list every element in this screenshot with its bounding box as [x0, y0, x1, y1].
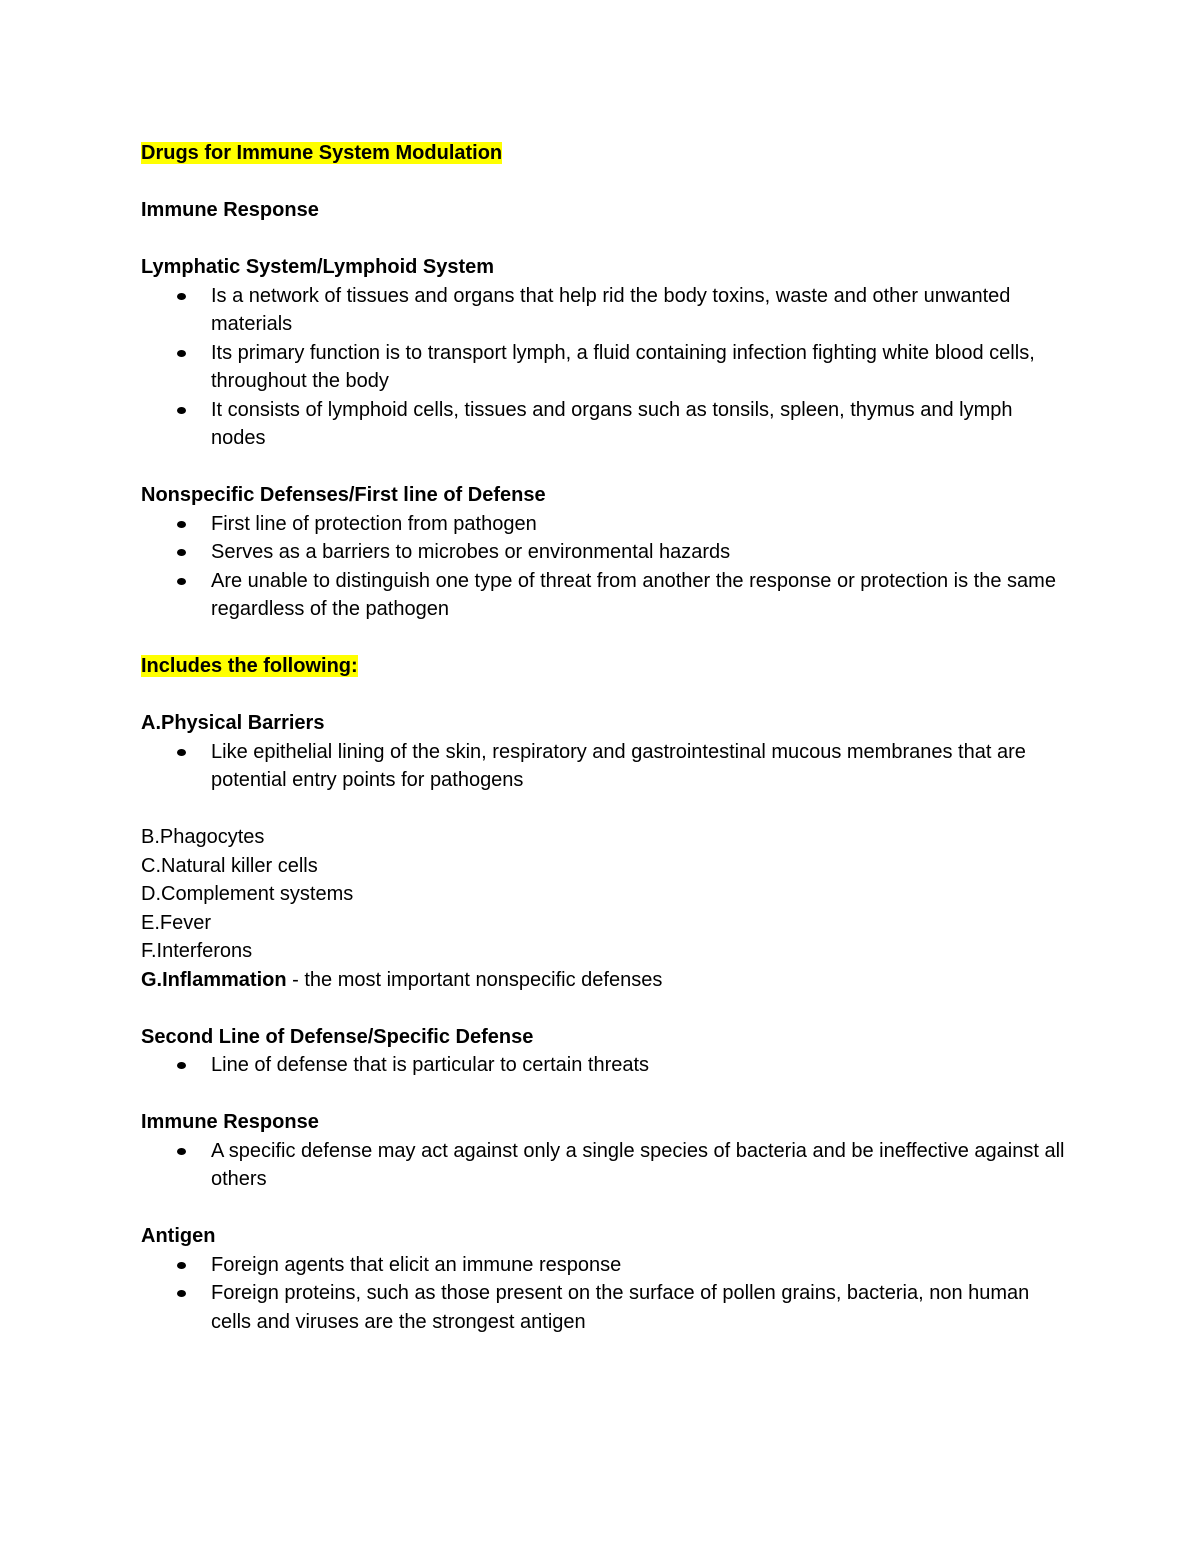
bullet-icon [177, 1262, 186, 1269]
list-item: First line of protection from pathogen [141, 510, 1071, 539]
spacer [141, 1080, 1071, 1109]
bullet-icon [177, 407, 186, 414]
bullet-icon [177, 1148, 186, 1155]
heading-antigen: Antigen [141, 1225, 216, 1247]
spacer [141, 168, 1071, 197]
list-item: Foreign proteins, such as those present on the surface of pollen grains, bacteria, non human cells and viruses are the strongest antigen [141, 1279, 1071, 1336]
includes-highlight: Includes the following: [141, 655, 358, 677]
spacer [141, 994, 1071, 1023]
list-item: Like epithelial lining of the skin, respiratory and gastrointestinal mucous membranes that are potential entry points for pathogens [141, 738, 1071, 795]
bullet-icon [177, 549, 186, 556]
antigen-list [141, 1251, 1071, 1337]
bullet-icon [177, 521, 186, 528]
title-highlight: Drugs for Immune System Modulation [141, 142, 503, 164]
list-item: D.Complement systems [141, 883, 354, 905]
document-title [141, 139, 1071, 168]
list-item: Are unable to distinguish one type of threat from another the response or protection is the same regardless of the pathogen [141, 567, 1071, 624]
list-item: E.Fever [141, 911, 212, 934]
heading-nonspecific-defenses: Nonspecific Defenses/First line of Defense [141, 484, 546, 506]
heading-immune-response-2: Immune Response [141, 1111, 319, 1133]
list-item: It consists of lymphoid cells, tissues and organs such as tonsils, spleen, thymus and lymph nodes [141, 396, 1071, 453]
spacer [141, 795, 1071, 824]
heading-physical-barriers: A.Physical Barriers [141, 712, 325, 734]
inflammation-text: - the most important nonspecific defenses [286, 968, 663, 991]
list-item: A specific defense may act against only a single species of bacteria and be ineffective against all others [141, 1137, 1071, 1194]
list-item: Its primary function is to transport lymph, a fluid containing infection fighting white blood cells, throughout the body [141, 339, 1071, 396]
list-item: B.Phagocytes [141, 826, 265, 848]
list-item: C.Natural killer cells [141, 854, 318, 877]
spacer [141, 453, 1071, 482]
heading-second-line: Second Line of Defense/Specific Defense [141, 1025, 534, 1048]
list-item: Serves as a barriers to microbes or environmental hazards [141, 538, 1071, 567]
document-page [141, 139, 1071, 1336]
heading-lymphatic-system: Lymphatic System/Lymphoid System [141, 256, 495, 278]
physical-barriers-list [141, 738, 1071, 795]
list-item: Line of defense that is particular to certain threats [141, 1051, 1071, 1080]
bullet-icon [177, 293, 186, 300]
list-item: Is a network of tissues and organs that help rid the body toxins, waste and other unwanted materials [141, 282, 1071, 339]
bullet-icon [177, 1062, 186, 1069]
spacer [141, 225, 1071, 254]
bullet-icon [177, 1290, 186, 1297]
bullet-icon [177, 578, 186, 585]
second-line-list [141, 1051, 1071, 1080]
immune-response-list [141, 1137, 1071, 1194]
list-item: Foreign agents that elicit an immune response [141, 1251, 1071, 1280]
bullet-icon [177, 350, 186, 357]
inflammation-label: G.Inflammation [141, 968, 287, 991]
spacer [141, 624, 1071, 653]
nonspecific-list [141, 510, 1071, 624]
heading-includes [141, 652, 1071, 681]
spacer [141, 1194, 1071, 1223]
heading-immune-response: Immune Response [141, 199, 319, 221]
lymphatic-list [141, 282, 1071, 453]
inflammation-line [141, 966, 1071, 995]
bullet-icon [177, 749, 186, 756]
spacer [141, 681, 1071, 710]
list-item: F.Interferons [141, 940, 253, 962]
